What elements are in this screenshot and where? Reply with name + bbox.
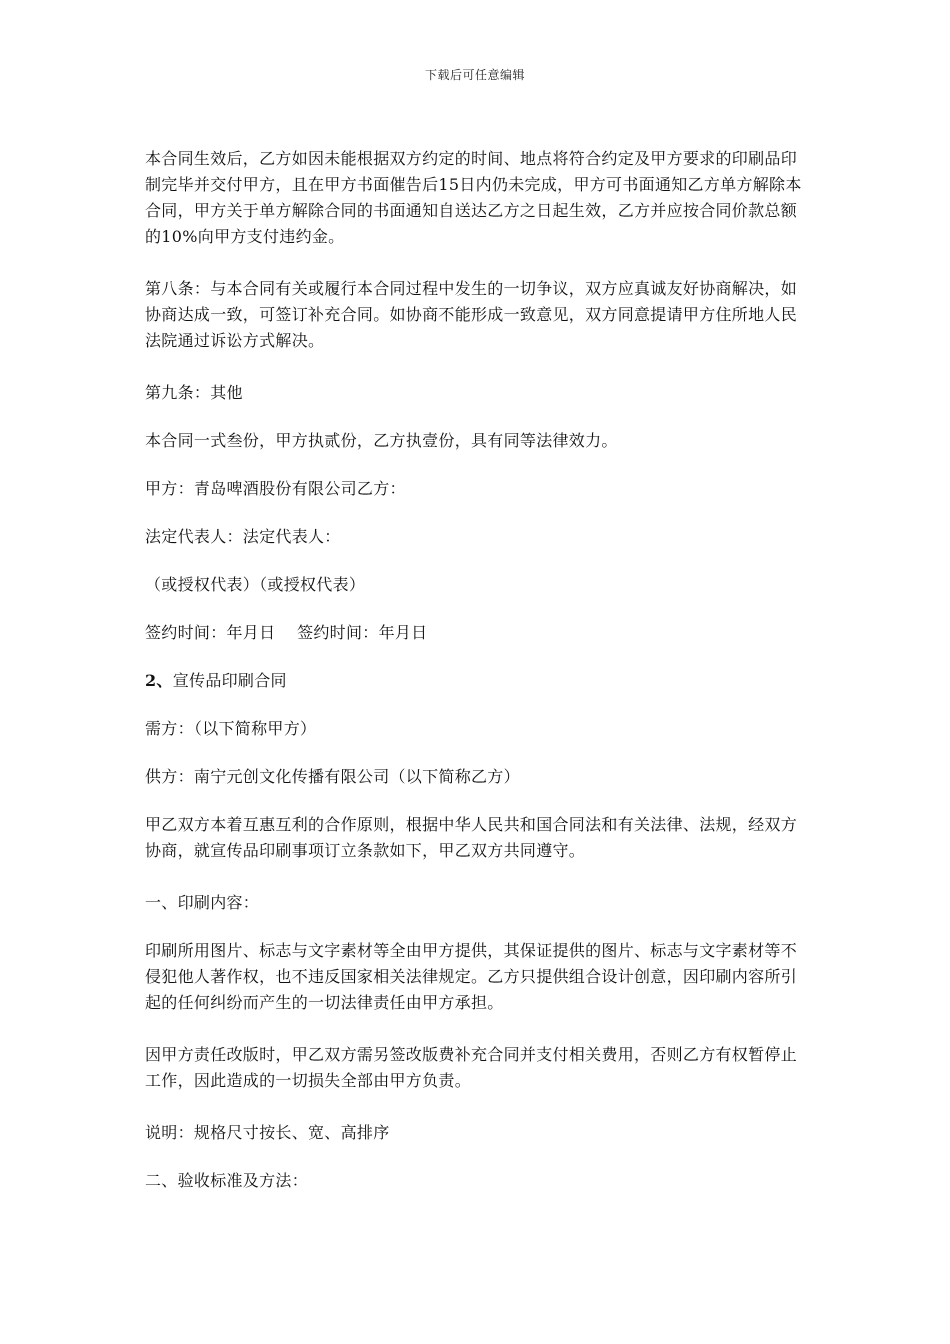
- paragraph-acceptance-title: 二、验收标准及方法：: [145, 1171, 309, 1190]
- paragraph-signing-date: 签约时间：年月日 签约时间：年月日: [145, 623, 428, 642]
- section-number: 2、: [145, 671, 173, 690]
- document-body: [145, 146, 805, 1216]
- section-title: 宣传品印刷合同: [172, 671, 287, 690]
- section-heading-2: [145, 668, 805, 694]
- paragraph-parties: 甲方：青岛啤酒股份有限公司乙方：: [145, 479, 406, 498]
- paragraph-copies: 本合同一式叁份，甲方执贰份，乙方执壹份，具有同等法律效力。: [145, 431, 618, 450]
- page-header-note: 下载后可任意编辑: [424, 68, 525, 82]
- paragraph-termination-clause: 本合同生效后，乙方如因未能根据双方约定的时间、地点将符合约定及甲方要求的印刷品印制完毕并交付甲方，且在甲方书面催告后15日内仍未完成，甲方可书面通知乙方单方解除本合同，甲方关于单方解除合同的书面通知自送达乙方之日起生效，乙方并应按合同价款总额的10%向甲方支付违约金。: [145, 149, 802, 246]
- paragraph-print-content: 印刷所用图片、标志与文字素材等全由甲方提供，其保证提供的图片、标志与文字素材等不侵犯他人著作权，也不违反国家相关法律规定。乙方只提供组合设计创意，因印刷内容所引起的任何纠纷而产生的一切法律责任由甲方承担。: [145, 941, 798, 1012]
- paragraph-print-content-title: 一、印刷内容：: [145, 893, 260, 912]
- paragraph-spec-note: 说明：规格尺寸按长、宽、高排序: [145, 1123, 390, 1142]
- paragraph-article-8: 第八条：与本合同有关或履行本合同过程中发生的一切争议，双方应真诚友好协商解决，如协商达成一致，可签订补充合同。如协商不能形成一致意见，双方同意提请甲方住所地人民法院通过诉讼方式解决。: [145, 279, 798, 350]
- paragraph-buyer: 需方：（以下简称甲方）: [145, 719, 317, 738]
- paragraph-revision: 因甲方责任改版时，甲乙双方需另签改版费补充合同并支付相关费用，否则乙方有权暂停止工作，因此造成的一切损失全部由甲方负责。: [145, 1045, 798, 1090]
- paragraph-supplier: 供方：南宁元创文化传播有限公司（以下简称乙方）: [145, 767, 520, 786]
- paragraph-authorized-representatives: （或授权代表）（或授权代表）: [145, 575, 366, 594]
- paragraph-article-9-title: 第九条：其他: [145, 383, 243, 402]
- paragraph-preamble: 甲乙双方本着互惠互利的合作原则，根据中华人民共和国合同法和有关法律、法规，经双方协商，就宣传品印刷事项订立条款如下，甲乙双方共同遵守。: [145, 815, 798, 860]
- paragraph-legal-representatives: 法定代表人：法定代表人：: [145, 527, 341, 546]
